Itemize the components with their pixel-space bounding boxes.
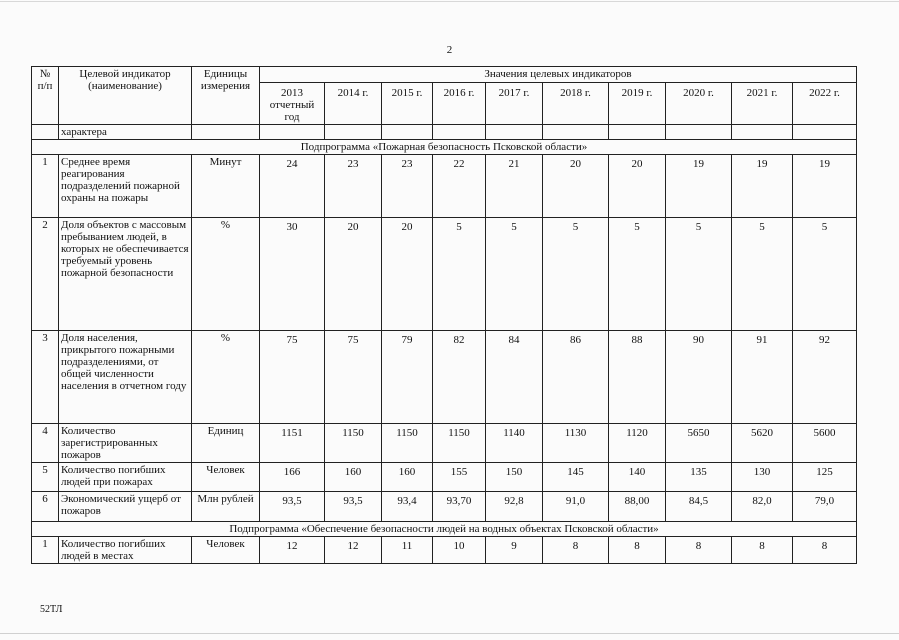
row-indicator-name: Экономический ущерб от пожаров xyxy=(59,492,192,522)
header-year-5: 2018 г. xyxy=(543,83,609,125)
header-year-2: 2015 г. xyxy=(382,83,433,125)
row-value-0: 75 xyxy=(260,331,325,424)
row-value-1: 20 xyxy=(325,218,382,331)
row-value-4: 5 xyxy=(486,218,543,331)
row-value-5: 145 xyxy=(543,463,609,492)
row-num: 5 xyxy=(32,463,59,492)
row-value-8: 91 xyxy=(732,331,793,424)
row-value-6: 20 xyxy=(609,155,666,218)
row-value-6: 8 xyxy=(609,537,666,564)
row-value-0: 24 xyxy=(260,155,325,218)
row-value-5: 91,0 xyxy=(543,492,609,522)
row-value-1: 23 xyxy=(325,155,382,218)
header-year-1: 2014 г. xyxy=(325,83,382,125)
row-value-2: 1150 xyxy=(382,424,433,463)
row-value-9: 19 xyxy=(793,155,857,218)
row-value-8: 8 xyxy=(732,537,793,564)
table-row xyxy=(32,463,857,492)
scan-edge-top xyxy=(0,1,899,2)
row-value-0: 30 xyxy=(260,218,325,331)
indicators-table xyxy=(31,66,857,564)
row-indicator-name: Количество зарегистрированных пожаров xyxy=(59,424,192,463)
page-number: 2 xyxy=(446,44,453,56)
row-value-5: 8 xyxy=(543,537,609,564)
row-indicator-name: Количество погибших людей в местах xyxy=(59,537,192,564)
row-num: 1 xyxy=(32,155,59,218)
row-num: 3 xyxy=(32,331,59,424)
row-num: 6 xyxy=(32,492,59,522)
row-value-5: 1130 xyxy=(543,424,609,463)
row-value-2: 93,4 xyxy=(382,492,433,522)
row-value-1: 93,5 xyxy=(325,492,382,522)
scan-edge-bottom xyxy=(0,633,899,634)
header-year-4: 2017 г. xyxy=(486,83,543,125)
row-value-3: 155 xyxy=(433,463,486,492)
table-row xyxy=(32,492,857,522)
header-year-8: 2021 г. xyxy=(732,83,793,125)
row-value-2: 20 xyxy=(382,218,433,331)
row-value-6: 5 xyxy=(609,218,666,331)
row-indicator-name: Среднее время реагирования подразделений пожарной охраны на пожары xyxy=(59,155,192,218)
row-num: 1 xyxy=(32,537,59,564)
row-indicator-name: Доля населения, прикрытого пожарными подразделениями, от общей численности населения в отчетном году xyxy=(59,331,192,424)
row-value-9: 5 xyxy=(793,218,857,331)
row-unit: Человек xyxy=(192,537,260,564)
header-year-0: 2013 отчетный год xyxy=(260,83,325,125)
header-year-3: 2016 г. xyxy=(433,83,486,125)
row-value-2: 11 xyxy=(382,537,433,564)
header-num: № п/п xyxy=(32,67,59,125)
row-value-7: 84,5 xyxy=(666,492,732,522)
table-row xyxy=(32,424,857,463)
subprogram-1-title: Подпрограмма «Пожарная безопасность Псковской области» xyxy=(32,140,857,155)
header-values-title: Значения целевых индикаторов xyxy=(260,67,857,83)
row-value-1: 75 xyxy=(325,331,382,424)
row-num: 2 xyxy=(32,218,59,331)
row-value-6: 88,00 xyxy=(609,492,666,522)
row-value-4: 92,8 xyxy=(486,492,543,522)
row-value-1: 160 xyxy=(325,463,382,492)
row-value-6: 1120 xyxy=(609,424,666,463)
row-value-7: 19 xyxy=(666,155,732,218)
row-unit: Человек xyxy=(192,463,260,492)
row-value-9: 92 xyxy=(793,331,857,424)
row-value-1: 12 xyxy=(325,537,382,564)
row-value-8: 5620 xyxy=(732,424,793,463)
row-value-4: 21 xyxy=(486,155,543,218)
row-value-8: 82,0 xyxy=(732,492,793,522)
row-value-1: 1150 xyxy=(325,424,382,463)
table-row xyxy=(32,155,857,218)
row-value-8: 5 xyxy=(732,218,793,331)
subprogram-2-title: Подпрограмма «Обеспечение безопасности людей на водных объектах Псковской области» xyxy=(32,522,857,537)
table-body xyxy=(32,67,857,564)
row-value-8: 19 xyxy=(732,155,793,218)
row-value-7: 8 xyxy=(666,537,732,564)
row-value-2: 79 xyxy=(382,331,433,424)
row-value-7: 5 xyxy=(666,218,732,331)
row-value-5: 86 xyxy=(543,331,609,424)
row-unit: % xyxy=(192,218,260,331)
row-value-7: 135 xyxy=(666,463,732,492)
row-value-9: 5600 xyxy=(793,424,857,463)
row-value-0: 93,5 xyxy=(260,492,325,522)
table-row xyxy=(32,331,857,424)
row-unit: Единиц xyxy=(192,424,260,463)
row-value-5: 5 xyxy=(543,218,609,331)
row-value-3: 10 xyxy=(433,537,486,564)
row-value-4: 1140 xyxy=(486,424,543,463)
row-unit: % xyxy=(192,331,260,424)
row-value-3: 5 xyxy=(433,218,486,331)
footer-code: 52ТЛ xyxy=(40,604,63,615)
row-value-0: 1151 xyxy=(260,424,325,463)
row-value-6: 140 xyxy=(609,463,666,492)
row-value-7: 90 xyxy=(666,331,732,424)
row-value-3: 82 xyxy=(433,331,486,424)
header-row-1 xyxy=(32,67,857,83)
table-row xyxy=(32,537,857,564)
row-value-3: 93,70 xyxy=(433,492,486,522)
row-num: 4 xyxy=(32,424,59,463)
row-value-2: 160 xyxy=(382,463,433,492)
row-value-9: 79,0 xyxy=(793,492,857,522)
row-value-6: 88 xyxy=(609,331,666,424)
row-value-4: 9 xyxy=(486,537,543,564)
row-value-8: 130 xyxy=(732,463,793,492)
subprogram-2-row xyxy=(32,522,857,537)
header-year-6: 2019 г. xyxy=(609,83,666,125)
header-year-9: 2022 г. xyxy=(793,83,857,125)
continuation-name: характера xyxy=(59,125,192,140)
header-year-7: 2020 г. xyxy=(666,83,732,125)
row-unit: Минут xyxy=(192,155,260,218)
row-value-7: 5650 xyxy=(666,424,732,463)
row-value-4: 150 xyxy=(486,463,543,492)
row-value-2: 23 xyxy=(382,155,433,218)
row-value-9: 8 xyxy=(793,537,857,564)
continuation-row xyxy=(32,125,857,140)
row-indicator-name: Количество погибших людей при пожарах xyxy=(59,463,192,492)
row-value-0: 12 xyxy=(260,537,325,564)
row-unit: Млн рублей xyxy=(192,492,260,522)
row-indicator-name: Доля объектов с массовым пребыванием людей, в которых не обеспечивается требуемый уровень пожарной безопасности xyxy=(59,218,192,331)
row-value-5: 20 xyxy=(543,155,609,218)
row-value-3: 22 xyxy=(433,155,486,218)
subprogram-1-row xyxy=(32,140,857,155)
table-row xyxy=(32,218,857,331)
header-units: Единицы измерения xyxy=(192,67,260,125)
header-indicator: Целевой индикатор (наименование) xyxy=(59,67,192,125)
row-value-4: 84 xyxy=(486,331,543,424)
row-value-0: 166 xyxy=(260,463,325,492)
row-value-3: 1150 xyxy=(433,424,486,463)
row-value-9: 125 xyxy=(793,463,857,492)
